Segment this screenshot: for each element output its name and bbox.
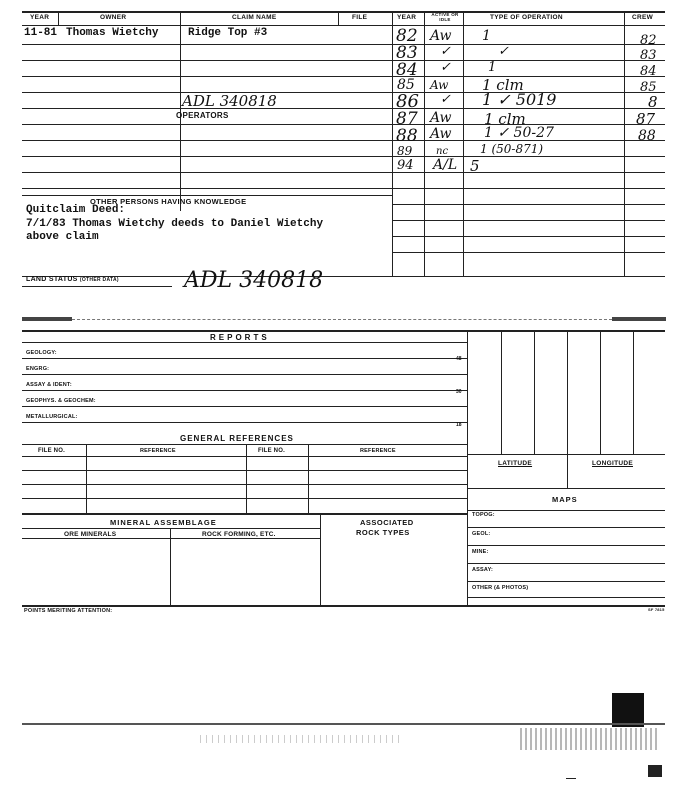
ore-minerals: ORE MINERALS <box>64 531 117 538</box>
ops-status: Aw <box>430 126 452 142</box>
claim-owner: Thomas Wietchy <box>66 27 159 39</box>
ref-header-file-1: FILE NO. <box>38 448 65 454</box>
mineral-title: MINERAL ASSEMBLAGE <box>110 518 217 527</box>
ops-status: Aw <box>430 78 449 92</box>
header-file: FILE <box>352 14 368 21</box>
latitude-label: LATITUDE <box>498 460 533 467</box>
ops-status: ✓ <box>440 92 451 107</box>
report-metallurgical-num: 18 <box>456 422 462 428</box>
report-geology: GEOLOGY: <box>26 350 57 356</box>
ops-type: ✓ <box>498 44 509 59</box>
maps-assay: ASSAY: <box>472 567 494 573</box>
claim-name: Ridge Top #3 <box>188 27 268 39</box>
claim-year: 11-81 <box>24 27 58 39</box>
report-metallurgical: METALLURGICAL: <box>26 414 78 420</box>
land-status-sub: (OTHER DATA) <box>79 277 119 283</box>
ops-status: ✓ <box>440 60 451 75</box>
report-assay: ASSAY & IDENT: <box>26 382 72 388</box>
ops-type: 1 clm <box>484 110 526 128</box>
adl-handwritten: ADL 340818 <box>182 92 277 110</box>
rock-forming: ROCK FORMING, ETC. <box>202 531 276 538</box>
ops-crew: 88 <box>638 128 656 144</box>
ops-type: 5 <box>470 157 480 175</box>
ops-type: 1 <box>482 28 491 44</box>
scan-band-left <box>22 317 72 321</box>
maps-topog: TOPOG: <box>472 512 495 518</box>
scan-streak <box>22 723 665 725</box>
header-owner: OWNER <box>100 14 127 21</box>
header-year: YEAR <box>30 14 50 21</box>
reports-title: REPORTS <box>210 333 270 342</box>
general-refs-title: GENERAL REFERENCES <box>180 434 294 443</box>
header-claim-name: CLAIM NAME <box>232 14 277 21</box>
ops-crew: 82 <box>640 33 657 48</box>
ops-type: 1 <box>488 60 497 75</box>
ops-status: A/L <box>433 157 458 173</box>
other-persons-line-3: above claim <box>26 231 99 243</box>
report-geophys: GEOPHYS. & GEOCHEM: <box>26 398 96 404</box>
ops-type: 1 ✓ 5019 <box>482 90 557 109</box>
ref-header-reference-2: REFERENCE <box>360 448 396 454</box>
maps-title: MAPS <box>552 495 578 504</box>
ops-year: 88 <box>396 126 418 146</box>
ops-status: Aw <box>430 28 452 44</box>
land-status-value: ADL 340818 <box>184 268 324 293</box>
assoc-rock-2: ROCK TYPES <box>356 528 410 537</box>
header-year-2: YEAR <box>397 14 417 21</box>
header-crew: CREW <box>632 14 654 21</box>
other-persons-line-1: Quitclaim Deed: <box>26 204 126 216</box>
ops-year: 83 <box>396 43 418 63</box>
ops-year: 85 <box>397 77 415 93</box>
assoc-rock-1: ASSOCIATED <box>360 518 414 527</box>
ref-header-file-2: FILE NO. <box>258 448 285 454</box>
other-persons-line-2: 7/1/83 Thomas Wietchy deeds to Daniel Wietchy <box>26 218 324 230</box>
ops-year: 94 <box>397 158 414 173</box>
ops-year: 87 <box>396 109 418 129</box>
ops-status: nc <box>436 146 449 157</box>
ops-crew: 85 <box>640 80 657 95</box>
ops-crew: 84 <box>640 64 657 79</box>
report-assay-num: 30 <box>456 389 462 395</box>
ops-year: 82 <box>396 26 418 46</box>
header-active-or-idle: ACTIVE OR IDLE <box>431 12 459 22</box>
ops-type: 1 ✓ 50-27 <box>484 125 554 141</box>
other-persons-label: OTHER PERSONS HAVING KNOWLEDGE <box>90 197 247 206</box>
maps-geol: GEOL: <box>472 531 491 537</box>
scan-blotch <box>200 735 400 743</box>
longitude-label: LONGITUDE <box>592 460 633 467</box>
maps-other: OTHER (& PHOTOS) <box>472 585 529 591</box>
form-number: SF 7815 <box>648 607 665 612</box>
ops-crew: 8 <box>648 93 658 111</box>
maps-mine: MINE: <box>472 549 489 555</box>
operators-label: OPERATORS <box>176 111 229 120</box>
ops-type: 1 clm <box>482 76 524 94</box>
ops-status: ✓ <box>440 44 451 59</box>
ops-year: 84 <box>396 60 418 80</box>
ops-year: 86 <box>396 91 419 112</box>
scan-band-right <box>612 317 666 321</box>
scan-mark <box>566 778 576 779</box>
header-type-of-operation: TYPE OF OPERATION <box>490 14 563 21</box>
ops-status: Aw <box>430 110 452 126</box>
points-label: POINTS MERITING ATTENTION: <box>24 608 113 614</box>
report-engrg: ENGRG: <box>26 366 50 372</box>
land-status-label <box>26 276 119 283</box>
dark-block <box>612 693 644 727</box>
ref-header-reference-1: REFERENCE <box>140 448 176 454</box>
scan-mark <box>648 765 662 777</box>
ops-year: 89 <box>397 144 413 158</box>
scan-blotch <box>520 728 660 750</box>
land-status-main: LAND STATUS <box>26 276 78 283</box>
ops-crew: 87 <box>636 110 656 128</box>
ops-crew: 83 <box>640 48 657 63</box>
report-geology-num: 48 <box>456 356 462 362</box>
ops-type: 1 (50-871) <box>480 142 544 156</box>
